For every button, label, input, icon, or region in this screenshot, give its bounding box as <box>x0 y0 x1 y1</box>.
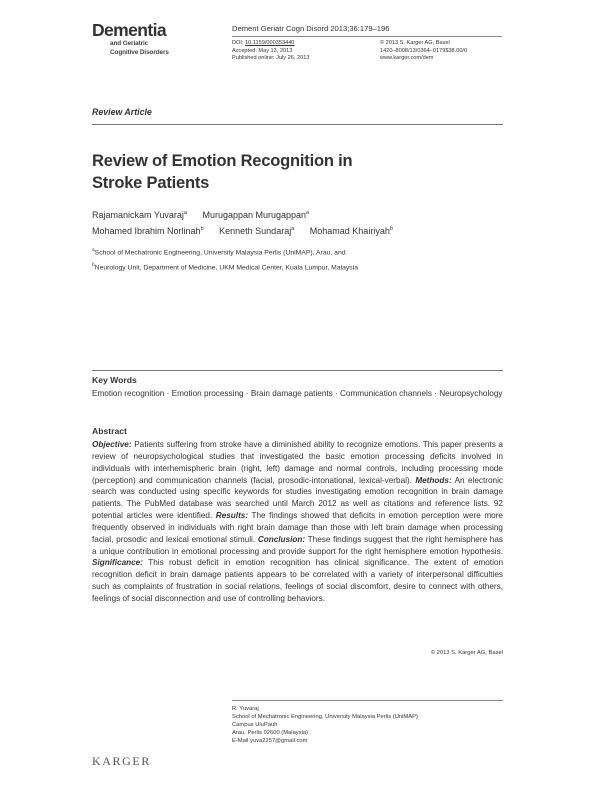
author-row-2 <box>92 223 503 239</box>
methods-label: Methods: <box>415 475 452 485</box>
objective-label: Objective: <box>92 440 132 449</box>
journal-meta <box>232 40 502 63</box>
published-date: Published online: July 26, 2013 <box>232 55 310 62</box>
website-link[interactable]: www.karger.com/dem <box>380 55 434 62</box>
conclusion-label: Conclusion: <box>257 534 306 544</box>
author: Rajamanickam Yuvaraj$^a$ <box>92 210 187 220</box>
title-line-1: Review of Emotion Recognition in <box>92 152 353 170</box>
author: Murugappan Murugappan$^a$ <box>202 210 310 220</box>
keywords-heading: Key Words <box>92 375 137 385</box>
corr-line-3: Arau, Perlis 02600 (Malaysia) <box>232 730 309 736</box>
journal-info <box>232 24 502 63</box>
corr-name: R. Yuvaraj <box>232 706 259 712</box>
affiliation-a: $^a$School of Mechatronic Engineering, University Malaysia Perlis (UniMAP), Arau, and <box>92 248 346 257</box>
author-row-1 <box>92 207 503 223</box>
correspondence <box>232 705 418 745</box>
significance-text: This robust deficit in emotion recognition has clinical significance. The extent of emotion recognition deficit in brain damage patients appears to be correlated with a variety of interpersonal difficulties such as complaints of frustration in social relations, feelings of social discomfort, desire to connect with others, feelings of social disconnection and use of controlling behaviors. <box>92 558 503 603</box>
corr-line-1: School of Mechatronic Engineering, University Malaysia Perlis (UniMAP) <box>232 714 418 720</box>
journal-reference: Dement Geriatr Cogn Disord 2013;36:179–196 <box>232 24 502 37</box>
affiliation-b: $^b$Neurology Unit, Department of Medicine, UKM Medical Center, Kuala Lumpur, Malaysia <box>92 262 358 272</box>
journal-logo <box>92 22 222 56</box>
author: Mohamed Ibrahim Norlinah$^b$ <box>92 225 204 236</box>
article-type: Review Article <box>92 107 152 117</box>
logo-subtitle-1: and Geriatric <box>110 40 149 47</box>
logo-title: Dementia <box>92 20 166 40</box>
doi-link[interactable]: 10.1159/000353440 <box>245 40 295 46</box>
accepted-date: Accepted: May 13, 2013 <box>232 47 293 54</box>
affiliations <box>92 245 503 275</box>
abstract-copyright: © 2013 S. Karger AG, Basel <box>430 650 503 656</box>
significance-label: Significance: <box>92 558 143 568</box>
keywords-text: Emotion recognition · Emotion processing · Brain damage patients · Communication channels · Neuropsychology <box>92 389 503 398</box>
doi-prefix: DOI: <box>232 40 246 46</box>
methods-text: An electronic search was conducted using specific keywords for studies investigating emotion recognition in brain damage patients. The PubMed database was searched until March 2012 as well as citations and reference lists. 92 potential articles were identified. <box>92 475 503 521</box>
keywords-divider <box>92 370 503 371</box>
publisher-logo: KARGER <box>92 754 151 768</box>
meta-left <box>232 40 380 63</box>
abstract-body <box>92 439 503 605</box>
article-title <box>92 151 492 194</box>
objective-text: Patients suffering from stroke have a diminished ability to recognize emotions. This paper presents a review of neuropsychological studies that investigated the basic emotion processing deficits involved in individuals with interhemispheric brain (right, left) damage and normal controls, including processing mode (perception) and communication channels (facial, prosodic-intonational, lexical-verbal). <box>92 440 503 485</box>
doi-line <box>232 40 380 48</box>
results-text: The findings showed that deficits in emotion perception were more frequently observed in individuals with right brain damage than those with left brain damage when processing facial, prosodic and lexical emotional stimuli. <box>92 511 503 544</box>
logo-subtitle-2: Cognitive Disorders <box>110 48 169 56</box>
corr-line-2: Campus UluPauh <box>232 722 278 728</box>
title-line-2: Stroke Patients <box>92 173 210 192</box>
header-divider <box>92 124 503 125</box>
copyright-header: © 2013 S. Karger AG, Basel <box>380 40 450 46</box>
conclusion-text: These findings suggest that the right hemisphere has a unique contribution in emotional processing and provide support for the right hemisphere emotion hypothesis. <box>92 534 503 556</box>
author: Mohamad Khairiyah$^b$ <box>309 225 393 236</box>
results-label: Results: <box>215 511 249 521</box>
correspondence-divider <box>232 700 503 701</box>
meta-right <box>380 40 467 63</box>
author: Kenneth Sundaraj$^a$ <box>219 225 295 236</box>
corr-email[interactable]: E-Mail yuva2257@gmail.com <box>232 738 308 744</box>
author-list <box>92 207 503 238</box>
abstract-heading: Abstract <box>92 426 127 436</box>
issn: 1420–8008/13/0364–0179$38.00/0 <box>380 47 468 54</box>
